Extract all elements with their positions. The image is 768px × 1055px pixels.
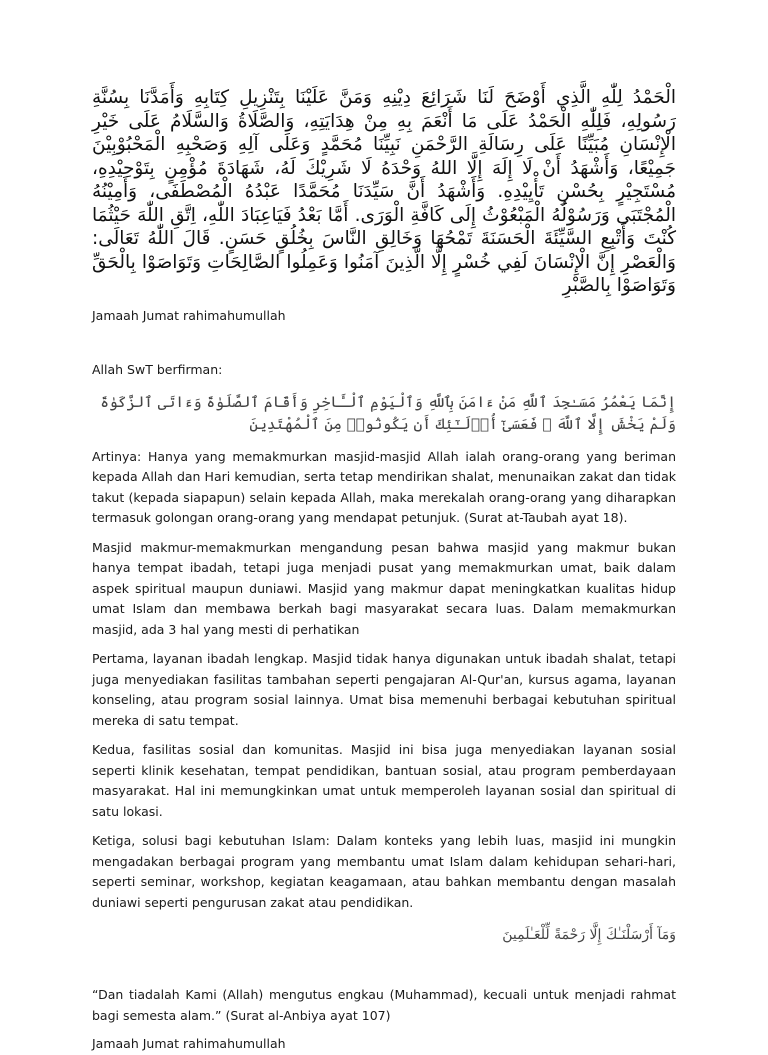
translation-at-taubah: Artinya: Hanya yang memakmurkan masjid-masjid Allah ialah orang-orang yang beriman kepada Allah dan Hari kemudian, serta tetap mendirikan shalat, menunaikan zakat dan tidak takut (kepada siapapun) selain kepada Allah, maka merekalah orang-orang yang diharapkan termasuk golongan orang-orang yang mendapat petunjuk. (Surat at-Taubah ayat 18). [92,448,676,525]
arabic-verse-at-taubah: إِنَّمَا يَعْمُرُ مَسَـٰجِدَ ٱللَّهِ مَنْ ءَامَنَ بِٱللَّهِ وَٱلْيَوْمِ ٱلْـَٔاخِرِ وَأَقَامَ ٱلصَّلَوٰةَ وَءَاتَى ٱلزَّكَوٰةَ وَلَمْ يَخْشَ إِلَّا ٱللَّهَ ۖ فَعَسَىٰٓ أُو۟لَـٰٓئِكَ أَن يَكُونُوا۟ مِنَ ٱلْمُهْتَدِينَ [100,392,676,433]
translation-al-anbiya: “Dan tiadalah Kami (Allah) mengutus engkau (Muhammad), kecuali untuk menjadi rahmat bagi semesta alam.” (Surat al-Anbiya ayat 107) [92,987,676,1023]
firman-intro: Allah SwT berfirman: [92,362,223,377]
salutation-jamaah-closing: Jamaah Jumat rahimahumullah [92,1036,286,1051]
paragraph-masjid-makmur: Masjid makmur-memakmurkan mengandung pesan bahwa masjid yang makmur bukan hanya tempat ibadah, tetapi juga menjadi pusat yang memakmurkan umat, baik dalam aspek spiritual maupun duniawi. Masjid yang makmur dapat meningkatkan kualitas hidup umat Islam dan membawa berkah bagi masyarakat secara luas. Dalam memakmurkan masjid, ada 3 hal yang mesti di perhatikan [92,539,676,637]
arabic-verse-al-anbiya: وَمَآ أَرْسَلْنَـٰكَ إِلَّا رَحْمَةً لِّلْعَـٰلَمِينَ [502,927,676,943]
arabic-opening-khutbah: الْحَمْدُ لِلّٰهِ الَّذِي أَوْضَحَ لَنَا شَرَائِعَ دِيْنِهِ وَمَنَّ عَلَيْنَا بِتَنْزِيلِ كِتَابِهِ وَأَمَدَّنَا بِسُنَّةِ رَسُولِهِ، فَلِلّٰهِ الْحَمْدُ عَلَى مَا أَنْعَمَ بِهِ مِنْ هِدَايَتِهِ، وَالصَّلَاةُ وَالسَّلَامُ عَلَى خَيْرِ الْإِنْسَانِ مُبَيِّنًا عَلَى رِسَالَةِ الرَّحْمَنِ نَبِيِّنَا مُحَمَّدٍ وَعَلَى آلِهِ وَصَحْبِهِ الْمَحْبُوْبِيْنَ جَمِيْعًا، وَأَشْهَدُ أَنْ لَا إِلَهَ إِلَّا اللهُ وَحْدَهُ لَا شَرِيْكَ لَهُ، شَهَادَةَ مُؤْمِنٍ بِتَوْحِيْدِهِ، مُسْتَجِيْرٍ بِحُسْنِ تَأْيِيْدِهِ. وَأَشْهَدُ أَنَّ سَيِّدَنَا مُحَمَّدًا عَبْدُهُ الْمُصْطَفَى، وَأَمِيْنُهُ الْمُجْتَبَى وَرَسُوْلُهُ الْمَبْعُوْثُ إِلَى كَافَّةِ الْوَرَى. أَمَّا بَعْدُ فَيَاعِبَادَ اللّٰهِ، اِتَّقِ اللّٰهَ حَيْثُمَا كُنْتَ وَأَتْبِعِ السَّيِّئَةَ الْحَسَنَةَ تَمْحُهَا وَخَالِقِ النَّاسَ بِخُلُقٍ حَسَنٍ. قَالَ اللّٰهُ تَعَالَى: وَالْعَصْرِ إِنَّ الْإِنْسَانَ لَفِي خُسْرٍ إِلَّا الَّذِينَ آمَنُوا وَعَمِلُوا الصَّالِحَاتِ وَتَوَاصَوْا بِالْحَقِّ وَتَوَاصَوْا بِالصَّبْرِ [92,87,676,296]
salutation-jamaah: Jamaah Jumat rahimahumullah [92,307,286,323]
paragraph-ketiga: Ketiga, solusi bagi kebutuhan Islam: Dalam konteks yang lebih luas, masjid ini mungkin mengadakan berbagai program yang membantu umat Islam dalam kehidupan sehari-hari, seperti seminar, workshop, kegiatan keagamaan, atau bahkan membantu dengan masalah duniawi seperti pengurusan zakat atau pendidikan. [92,833,676,910]
paragraph-pertama: Pertama, layanan ibadah lengkap. Masjid tidak hanya digunakan untuk ibadah shalat, tetapi juga menyediakan fasilitas tambahan seperti pengajaran Al-Qur'an, kursus agama, layanan konseling, atau program sosial lainnya. Umat bisa memenuhi berbagai kebutuhan spiritual mereka di satu tempat. [92,651,676,728]
paragraph-kedua: Kedua, fasilitas sosial dan komunitas. Masjid ini bisa juga menyediakan layanan sosial seperti klinik kesehatan, tempat pendidikan, bantuan sosial, atau program pemberdayaan masyarakat. Hal ini memungkinkan umat untuk memperoleh layanan sosial dan spiritual di satu lokasi. [92,742,676,819]
